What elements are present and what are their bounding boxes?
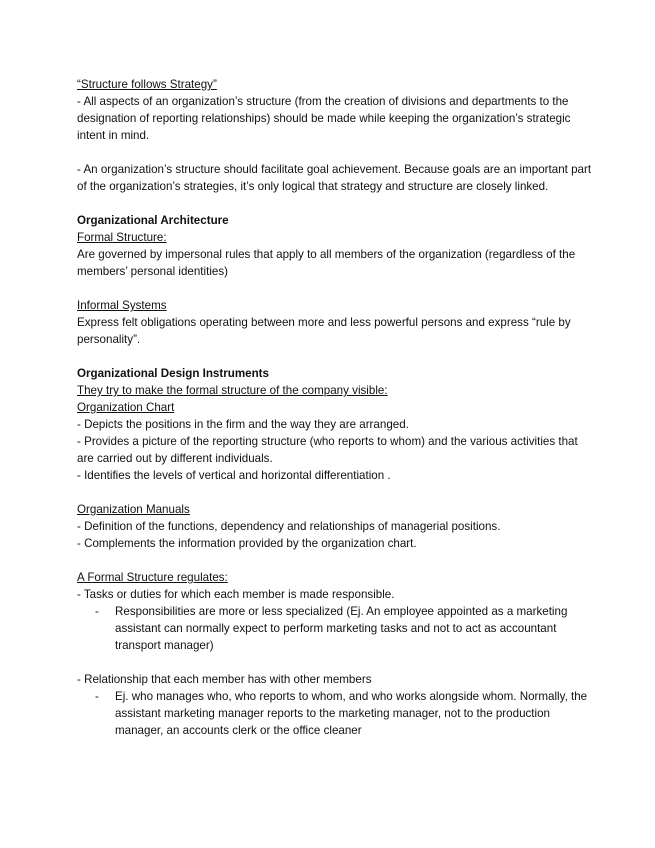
sub-bullet-dash: - [95, 690, 99, 703]
strategy-paragraph-1: - All aspects of an organization’s structure (from the creation of divisions and departments to the designation of reporting relationships) should be made while keeping the organization’s strategic intent in mind. [77, 95, 571, 142]
informal-systems-text: Express felt obligations operating between more and less powerful persons and express “rule by personality”. [77, 316, 571, 346]
regulates-subitem-relationships [77, 688, 595, 739]
regulates-subitem-tasks [77, 603, 595, 654]
regulates-subitem-relationships-text: Ej. who manages who, who reports to whom, and who works alongside whom. Normally, the assistant marketing manager reports to the marketing manager, not to the production manager, an accounts clerk or the office cleaner [115, 690, 588, 737]
regulates-item-relationships: - Relationship that each member has with other members [77, 673, 372, 686]
strategy-paragraph-2: - An organization’s structure should facilitate goal achievement. Because goals are an important part of the organization’s strategies, it’s only logical that strategy and structure are closely linked. [77, 163, 592, 193]
strategy-heading: “Structure follows Strategy” [77, 78, 217, 91]
regulates-subitem-tasks-text: Responsibilities are more or less specialized (Ej. An employee appointed as a marketing assistant can normally expect to perform marketing tasks and not to act as accountant transport manager) [115, 605, 568, 652]
sub-bullet-dash: - [95, 605, 99, 618]
formal-structure-text: Are governed by impersonal rules that apply to all members of the organization (regardless of the members’ personal identities) [77, 248, 576, 278]
architecture-heading: Organizational Architecture [77, 214, 229, 227]
org-manuals-item: - Definition of the functions, dependency and relationships of managerial positions. [77, 520, 501, 533]
org-chart-item: - Depicts the positions in the firm and the way they are arranged. [77, 418, 409, 431]
formal-structure-label: Formal Structure: [77, 231, 167, 244]
regulates-item-tasks: - Tasks or duties for which each member is made responsible. [77, 588, 395, 601]
org-manuals-label: Organization Manuals [77, 503, 190, 516]
org-chart-label: Organization Chart [77, 401, 175, 414]
org-chart-item: - Provides a picture of the reporting structure (who reports to whom) and the various activities that are carried out by different individuals. [77, 435, 578, 465]
informal-systems-label: Informal Systems [77, 299, 167, 312]
design-instruments-heading: Organizational Design Instruments [77, 367, 269, 380]
formal-regulates-heading: A Formal Structure regulates: [77, 571, 228, 584]
org-chart-item: - Identifies the levels of vertical and horizontal differentiation . [77, 469, 391, 482]
design-instruments-intro: They try to make the formal structure of the company visible: [77, 384, 388, 397]
org-manuals-item: - Complements the information provided by the organization chart. [77, 537, 417, 550]
